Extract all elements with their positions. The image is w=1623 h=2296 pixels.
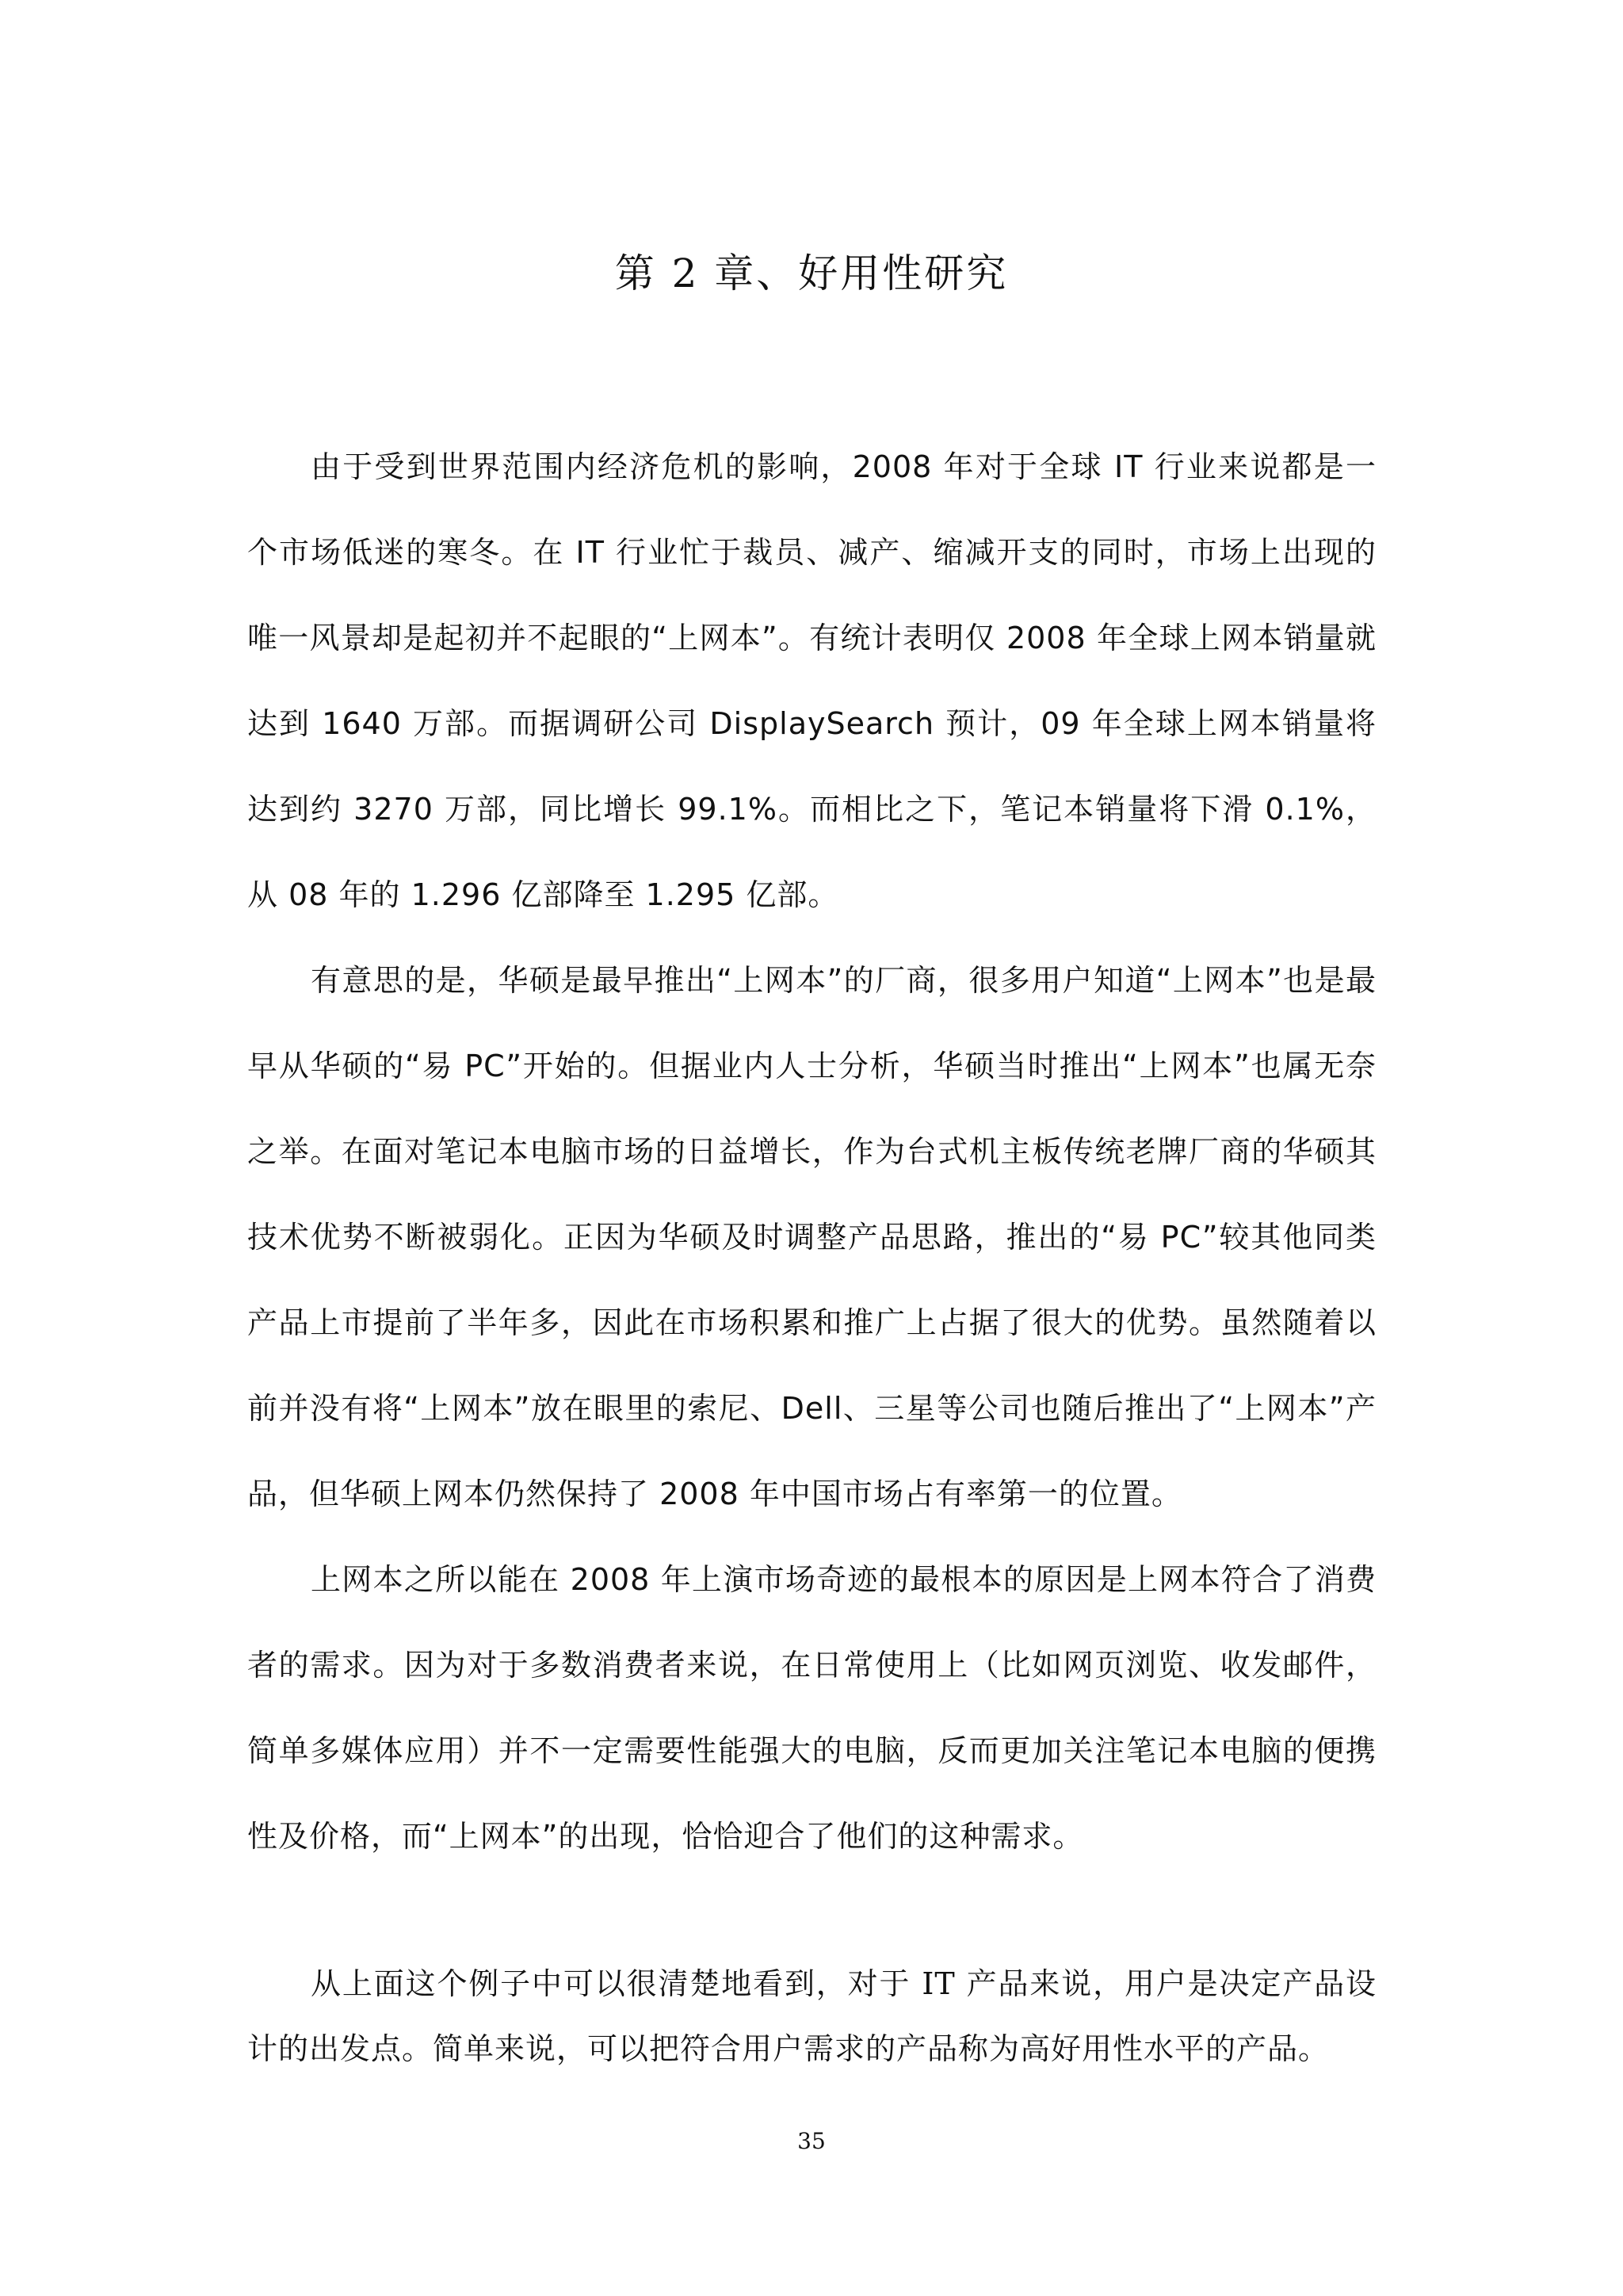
paragraph-conclusion: 从上面这个例子中可以很清楚地看到，对于 IT 产品来说，用户是决定产品设计的出发点。简单来说，可以把符合用户需求的产品称为高好用性水平的产品。	[247, 1966, 1377, 2066]
paragraph-asus-eee-pc: 有意思的是，华硕是最早推出“上网本”的厂商，很多用户知道“上网本”也是最早从华硕的“易 PC”开始的。但据业内人士分析，华硕当时推出“上网本”也属无奈之举。在面对笔记本电脑市场的日益增长，作为台式机主板传统老牌厂商的华硕其技术优势不断被弱化。正因为华硕及时调整产品思路，推出的“易 PC”较其他同类产品上市提前了半年多，因此在市场积累和推广上占据了很大的优势。虽然随着以前并没有将“上网本”放在眼里的索尼、Dell、三星等公司也随后推出了“上网本”产品，但华硕上网本仍然保持了 2008 年中国市场占有率第一的位置。	[247, 963, 1377, 1511]
conclusion-block	[247, 1951, 1377, 2081]
paragraph-consumer-needs: 上网本之所以能在 2008 年上演市场奇迹的最根本的原因是上网本符合了消费者的需求。因为对于多数消费者来说，在日常使用上（比如网页浏览、收发邮件，简单多媒体应用）并不一定需要性能强大的电脑，反而更加关注笔记本电脑的便携性及价格，而“上网本”的出现，恰恰迎合了他们的这种需求。	[247, 1562, 1377, 1854]
paragraph-netbook-market: 由于受到世界范围内经济危机的影响，2008 年对于全球 IT 行业来说都是一个市场低迷的寒冬。在 IT 行业忙于裁员、减产、缩减开支的同时，市场上出现的唯一风景却是起初并不起眼的“上网本”。有统计表明仅 2008 年全球上网本销量就达到 1640 万部。而据调研公司 DisplaySearch 预计，09 年全球上网本销量将达到约 3270 万部，同比增长 99.1%。而相比之下，笔记本销量将下滑 0.1%，从 08 年的 1.296 亿部降至 1.295 亿部。	[247, 449, 1377, 912]
chapter-title: 第 2 章、好用性研究	[614, 250, 1009, 296]
body-text	[247, 424, 1377, 1879]
page-number: 35	[797, 2128, 826, 2154]
